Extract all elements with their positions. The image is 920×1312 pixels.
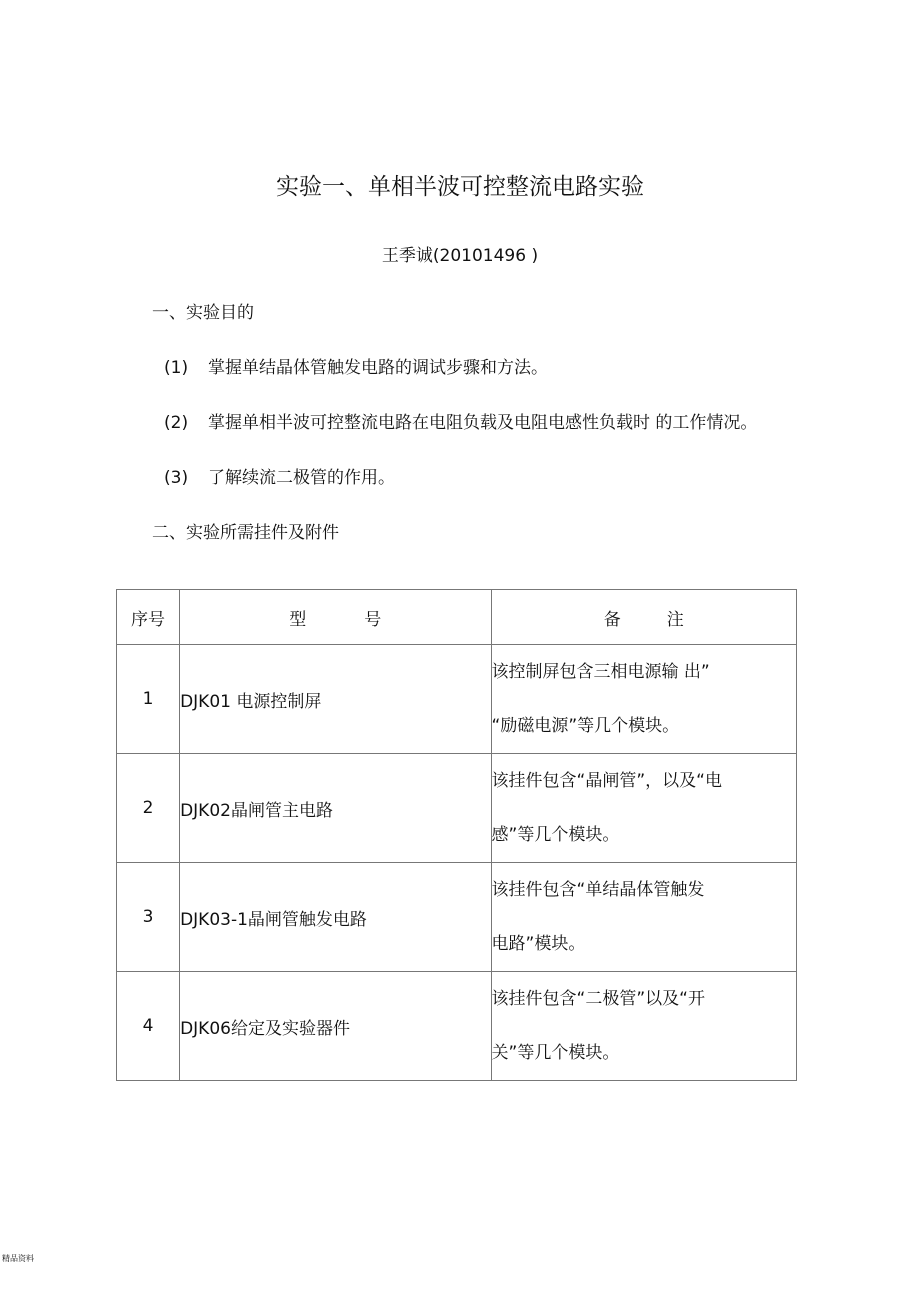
cell-note	[491, 754, 796, 863]
equipment-table	[116, 589, 797, 1081]
author-line: 王季诚(20101496 )	[381, 246, 539, 266]
header-note-char-1: 备	[603, 609, 621, 630]
cell-model: DJK02晶闸管主电路	[180, 754, 491, 863]
cell-model: DJK01 电源控制屏	[180, 645, 491, 754]
header-model	[180, 590, 491, 645]
header-model-char-1: 型	[289, 609, 307, 630]
footer-label: 精品资料	[2, 1254, 34, 1263]
note-line: 该挂件包含“单结晶体管触发	[491, 880, 705, 900]
section-heading-objectives: 一、实验目的	[152, 303, 254, 323]
cell-model: DJK03-1晶闸管触发电路	[180, 863, 491, 972]
table-row	[117, 972, 797, 1081]
note-line: 该控制屏包含三相电源输 出”	[491, 662, 710, 682]
note-line: “励磁电源”等几个模块。	[491, 716, 680, 736]
cell-note	[491, 972, 796, 1081]
cell-seq: 4	[117, 972, 180, 1081]
header-note	[491, 590, 796, 645]
table-row	[117, 863, 797, 972]
section-heading-equipment: 二、实验所需挂件及附件	[152, 523, 339, 543]
table-header-row	[117, 590, 797, 645]
note-line: 关”等几个模块。	[491, 1043, 620, 1063]
objective-number: (3)	[164, 468, 189, 488]
objective-item	[164, 465, 395, 491]
objective-number: (2)	[164, 413, 189, 433]
header-seq: 序号	[117, 590, 180, 645]
objective-text: 掌握单结晶体管触发电路的调试步骤和方法。	[208, 358, 548, 378]
cell-seq: 2	[117, 754, 180, 863]
document-title: 实验一、单相半波可控整流电路实验	[276, 174, 644, 200]
note-line: 感”等几个模块。	[491, 825, 620, 845]
table-row	[117, 645, 797, 754]
objective-number: (1)	[164, 358, 189, 378]
note-line: 该挂件包含“晶闸管”，以及“电	[491, 771, 722, 791]
cell-seq: 3	[117, 863, 180, 972]
header-note-char-2: 注	[666, 609, 684, 630]
objective-text: 掌握单相半波可控整流电路在电阻负载及电阻电感性负载时 的工作情况。	[208, 413, 758, 433]
objective-item	[164, 355, 548, 381]
objective-item	[164, 410, 757, 436]
header-model-char-2: 号	[364, 609, 382, 630]
cell-note	[491, 863, 796, 972]
cell-model: DJK06给定及实验器件	[180, 972, 491, 1081]
note-line: 该挂件包含“二极管”以及“开	[491, 989, 705, 1009]
cell-seq: 1	[117, 645, 180, 754]
objective-text: 了解续流二极管的作用。	[208, 468, 395, 488]
table-row	[117, 754, 797, 863]
note-line: 电路”模块。	[491, 934, 586, 954]
cell-note	[491, 645, 796, 754]
